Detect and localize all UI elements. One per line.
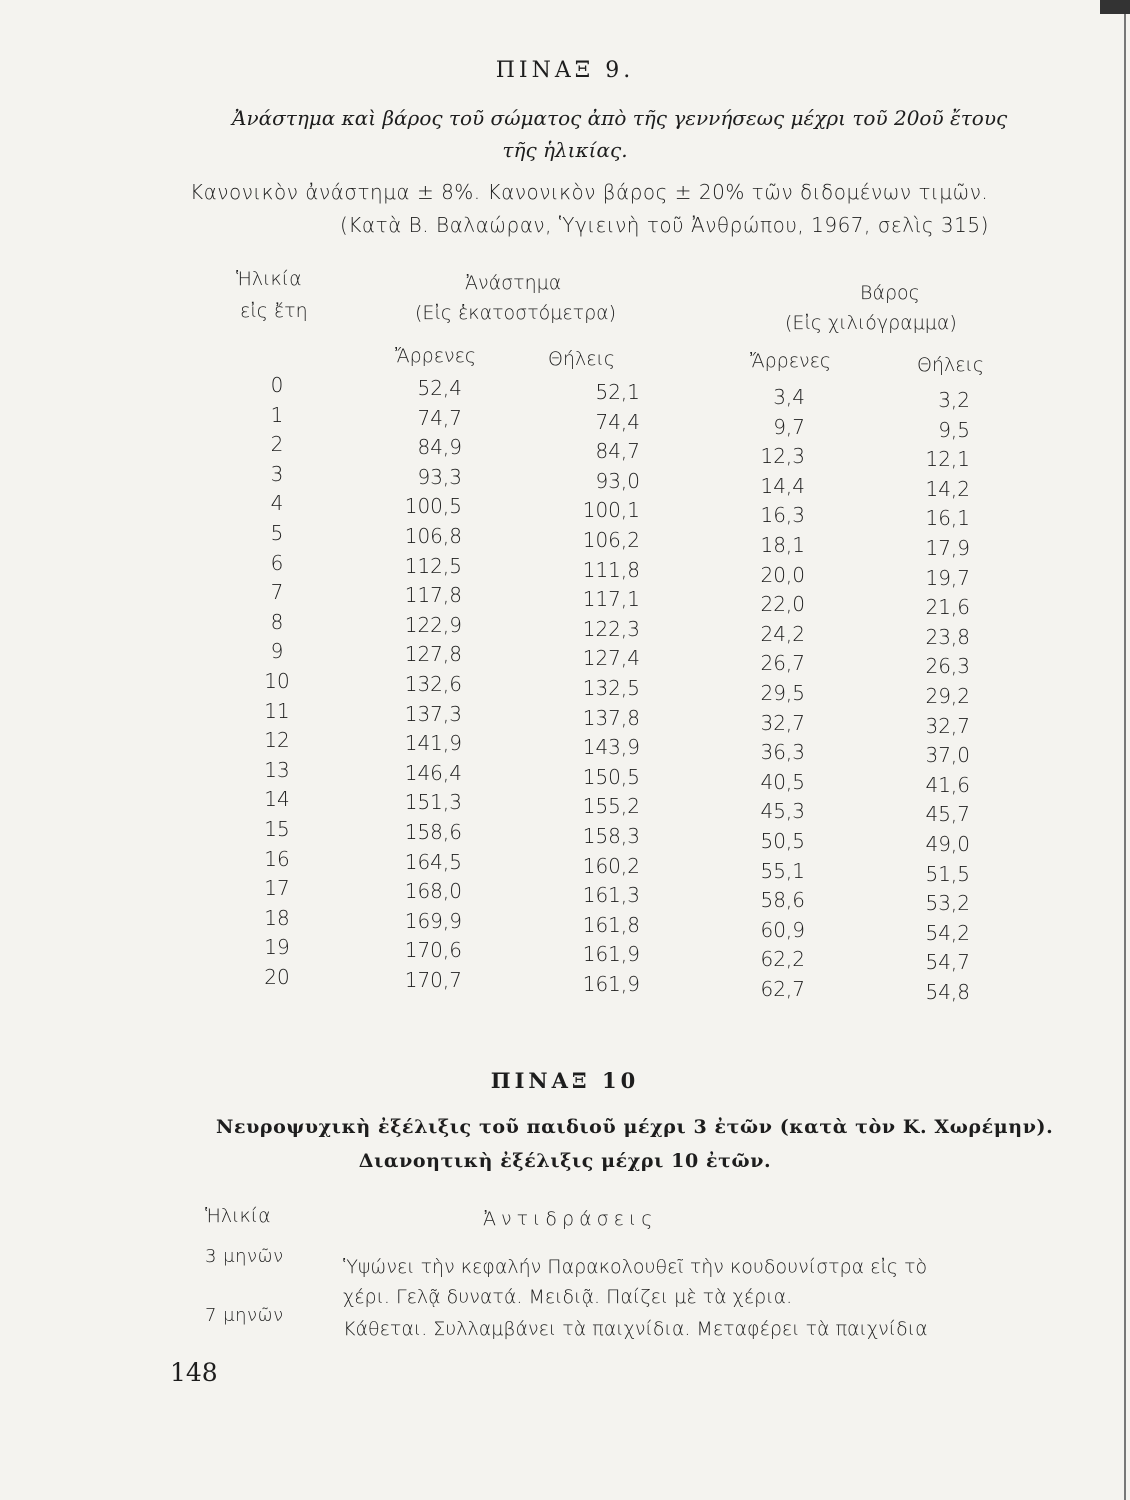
table10-entry-line: Ὑψώνει τὴν κεφαλήν Παρακολουθεῖ τὴν κουδουνίστρα εἰς τὸ bbox=[343, 1256, 928, 1278]
header-height-line1: Ἀνάστημα bbox=[465, 272, 562, 294]
cell-weight-male: 26,7 bbox=[760, 651, 805, 676]
cell-age: 11 bbox=[264, 698, 290, 723]
cell-age: 14 bbox=[264, 787, 290, 812]
cell-age: 12 bbox=[264, 728, 290, 753]
cell-weight-male: 32,7 bbox=[760, 710, 805, 735]
cell-age: 20 bbox=[264, 965, 290, 989]
cell-height-female: 161,9 bbox=[582, 972, 640, 996]
cell-weight-female: 41,6 bbox=[925, 772, 970, 797]
cell-age: 9 bbox=[270, 639, 284, 664]
cell-age: 5 bbox=[270, 521, 284, 545]
cell-weight-male: 36,3 bbox=[760, 740, 805, 765]
cell-weight-female: 29,2 bbox=[925, 684, 970, 708]
table10-title: ΠΙΝΑΞ 10 bbox=[490, 1068, 640, 1093]
cell-weight-male: 40,5 bbox=[760, 769, 805, 794]
cell-weight-male: 18,1 bbox=[760, 533, 805, 557]
header-height-males: Ἄρρενες bbox=[395, 345, 477, 367]
cell-weight-female: 19,7 bbox=[925, 565, 970, 590]
header-weight-males: Ἄρρενες bbox=[750, 350, 832, 372]
cell-age: 4 bbox=[270, 491, 284, 516]
cell-height-male: 169,9 bbox=[404, 908, 462, 933]
cell-height-male: 170,6 bbox=[404, 938, 462, 963]
cell-height-female: 132,5 bbox=[582, 676, 640, 700]
cell-height-male: 112,5 bbox=[404, 553, 462, 578]
cell-weight-male: 29,5 bbox=[760, 681, 805, 705]
table9-source: (Κατὰ Β. Βαλαώραν, Ὑγιεινὴ τοῦ Ἀνθρώπου, 1967, σελὶς 315) bbox=[340, 213, 989, 237]
cell-age: 3 bbox=[270, 461, 284, 486]
cell-weight-female: 49,0 bbox=[925, 832, 970, 856]
cell-age: 6 bbox=[270, 550, 284, 575]
cell-weight-male: 62,2 bbox=[760, 947, 805, 972]
cell-weight-male: 62,7 bbox=[760, 977, 805, 1001]
cell-height-female: 93,0 bbox=[595, 468, 640, 493]
table9-normal-note: Κανονικὸν ἀνάστημα ± 8%. Κανονικὸν βάρος ± 20% τῶν διδομένων τιμῶν. bbox=[190, 180, 989, 204]
cell-age: 16 bbox=[264, 846, 290, 871]
cell-weight-female: 23,8 bbox=[925, 624, 970, 649]
cell-age: 19 bbox=[264, 935, 290, 960]
cell-height-female: 52,1 bbox=[595, 380, 640, 404]
cell-weight-female: 54,2 bbox=[925, 920, 970, 945]
header-weight-line1: Βάρος bbox=[860, 282, 920, 304]
cell-age: 13 bbox=[264, 757, 290, 782]
cell-height-female: 117,1 bbox=[582, 587, 640, 612]
cell-height-female: 161,9 bbox=[582, 942, 640, 967]
cell-age: 0 bbox=[270, 373, 284, 397]
table10-entry-age: 3 μηνῶν bbox=[205, 1246, 284, 1267]
cell-weight-female: 16,1 bbox=[925, 506, 970, 531]
cell-height-female: 158,3 bbox=[582, 824, 640, 848]
cell-height-male: 158,6 bbox=[404, 820, 462, 844]
cell-height-male: 170,7 bbox=[404, 968, 462, 992]
cell-weight-female: 26,3 bbox=[925, 654, 970, 679]
cell-height-female: 150,5 bbox=[582, 764, 640, 789]
cell-age: 1 bbox=[270, 402, 284, 427]
table10-caption-line1: Νευροψυχικὴ ἐξέλιξις τοῦ παιδιοῦ μέχρι 3 ἐτῶν (κατὰ τὸν Κ. Χωρέμην). bbox=[216, 1116, 1054, 1138]
cell-height-female: 155,2 bbox=[582, 794, 640, 819]
cell-height-female: 137,8 bbox=[582, 705, 640, 730]
page-corner bbox=[1100, 0, 1130, 14]
table10-entry-line: Κάθεται. Συλλαμβάνει τὰ παιχνίδια. Μεταφέρει τὰ παιχνίδια bbox=[343, 1318, 928, 1340]
cell-age: 15 bbox=[264, 817, 290, 841]
cell-height-male: 141,9 bbox=[404, 731, 462, 756]
cell-weight-male: 16,3 bbox=[760, 503, 805, 528]
cell-height-male: 151,3 bbox=[404, 790, 462, 815]
cell-height-female: 143,9 bbox=[582, 735, 640, 760]
cell-age: 10 bbox=[264, 669, 290, 693]
cell-height-male: 146,4 bbox=[404, 760, 462, 785]
cell-weight-female: 21,6 bbox=[925, 595, 970, 620]
table9-caption-line2: τῆς ἡλικίας. bbox=[502, 138, 628, 162]
table10-entry-age: 7 μηνῶν bbox=[205, 1305, 284, 1326]
cell-age: 18 bbox=[264, 905, 290, 930]
cell-height-male: 93,3 bbox=[417, 464, 462, 489]
cell-weight-female: 3,2 bbox=[938, 388, 970, 412]
cell-weight-female: 9,5 bbox=[938, 417, 970, 442]
page-number: 148 bbox=[170, 1358, 218, 1387]
cell-age: 7 bbox=[270, 580, 284, 605]
cell-weight-male: 55,1 bbox=[760, 858, 805, 883]
cell-height-male: 84,9 bbox=[417, 435, 462, 460]
cell-weight-female: 32,7 bbox=[925, 713, 970, 738]
cell-weight-male: 9,7 bbox=[773, 414, 805, 439]
cell-height-male: 122,9 bbox=[404, 612, 462, 637]
table10-entry-line: χέρι. Γελᾷ δυνατά. Μειδιᾷ. Παίζει μὲ τὰ χέρια. bbox=[343, 1286, 793, 1308]
table10-caption-line2: Διανοητικὴ ἐξέλιξις μέχρι 10 ἐτῶν. bbox=[358, 1150, 772, 1172]
cell-weight-female: 45,7 bbox=[925, 802, 970, 827]
cell-height-female: 161,3 bbox=[582, 883, 640, 908]
cell-height-female: 84,7 bbox=[595, 439, 640, 464]
page-edge bbox=[1124, 0, 1126, 1500]
cell-age: 17 bbox=[264, 876, 290, 901]
header-weight-females: Θήλεις bbox=[917, 354, 985, 376]
cell-weight-male: 12,3 bbox=[760, 444, 805, 469]
cell-height-female: 111,8 bbox=[582, 557, 640, 582]
cell-weight-male: 24,2 bbox=[760, 621, 805, 646]
header-weight-line2: (Εἰς χιλιόγραμμα) bbox=[785, 312, 957, 334]
cell-weight-female: 37,0 bbox=[925, 743, 970, 768]
cell-weight-female: 51,5 bbox=[925, 861, 970, 886]
header-age-line1: Ἡλικία bbox=[236, 268, 302, 290]
cell-height-female: 122,3 bbox=[582, 616, 640, 641]
cell-weight-female: 54,8 bbox=[925, 980, 970, 1004]
cell-weight-female: 12,1 bbox=[925, 447, 970, 472]
cell-weight-female: 53,2 bbox=[925, 891, 970, 916]
cell-weight-male: 22,0 bbox=[760, 592, 805, 617]
table10-header-responses: Ἀντιδράσεις bbox=[483, 1208, 658, 1230]
cell-height-male: 168,0 bbox=[404, 879, 462, 904]
cell-height-male: 132,6 bbox=[404, 672, 462, 696]
cell-height-male: 117,8 bbox=[404, 583, 462, 608]
cell-weight-female: 54,7 bbox=[925, 950, 970, 975]
cell-weight-male: 14,4 bbox=[760, 473, 805, 498]
header-age-line2: εἰς ἔτη bbox=[240, 300, 308, 322]
cell-height-female: 161,8 bbox=[582, 912, 640, 937]
cell-height-male: 137,3 bbox=[404, 701, 462, 726]
table9-caption-line1: Ἀνάστημα καὶ βάρος τοῦ σώματος ἀπὸ τῆς γεννήσεως μέχρι τοῦ 20οῦ ἔτους bbox=[232, 106, 1008, 130]
cell-height-male: 52,4 bbox=[417, 376, 462, 400]
table9-title: ΠΙΝΑΞ 9. bbox=[495, 58, 635, 83]
cell-height-female: 106,2 bbox=[582, 528, 640, 552]
cell-weight-male: 50,5 bbox=[760, 829, 805, 853]
cell-height-female: 160,2 bbox=[582, 853, 640, 878]
cell-weight-male: 45,3 bbox=[760, 799, 805, 824]
cell-weight-female: 14,2 bbox=[925, 476, 970, 501]
cell-height-male: 127,8 bbox=[404, 642, 462, 667]
cell-age: 2 bbox=[270, 432, 284, 457]
cell-height-female: 127,4 bbox=[582, 646, 640, 671]
cell-weight-male: 20,0 bbox=[760, 562, 805, 587]
cell-height-male: 100,5 bbox=[404, 494, 462, 519]
cell-height-female: 100,1 bbox=[582, 498, 640, 523]
cell-age: 8 bbox=[270, 609, 284, 634]
cell-height-male: 106,8 bbox=[404, 524, 462, 548]
cell-weight-male: 3,4 bbox=[773, 385, 805, 409]
table10-header-age: Ἡλικία bbox=[205, 1205, 271, 1227]
cell-height-male: 74,7 bbox=[417, 405, 462, 430]
cell-height-female: 74,4 bbox=[595, 409, 640, 434]
cell-weight-male: 60,9 bbox=[760, 917, 805, 942]
header-height-females: Θήλεις bbox=[548, 348, 616, 370]
cell-weight-female: 17,9 bbox=[925, 536, 970, 560]
cell-height-male: 164,5 bbox=[404, 849, 462, 874]
cell-weight-male: 58,6 bbox=[760, 888, 805, 913]
header-height-line2: (Εἰς ἑκατοστόμετρα) bbox=[415, 302, 617, 324]
